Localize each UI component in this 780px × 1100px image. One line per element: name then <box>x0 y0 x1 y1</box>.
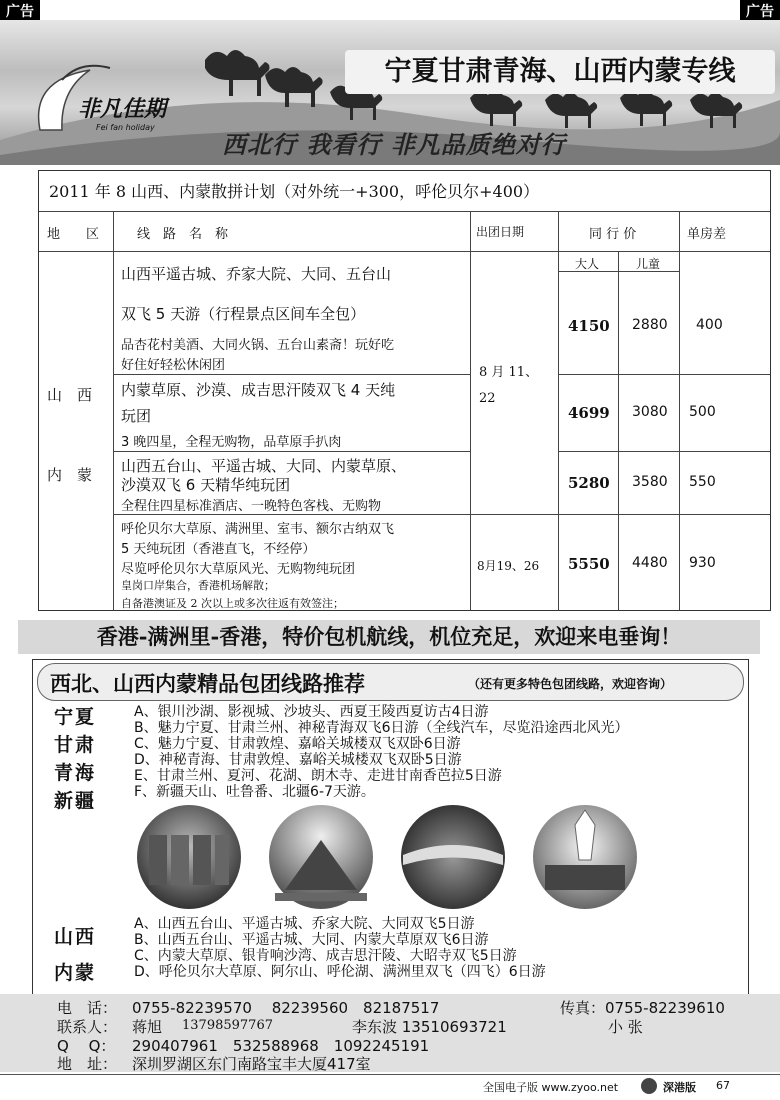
header-adult: 大人 <box>575 257 600 271</box>
footer-divider <box>0 1074 780 1075</box>
contact-person-1-phone: 13798597767 <box>182 1018 273 1033</box>
tour-plan-table <box>38 170 771 611</box>
price-2-single: 500 <box>689 404 716 420</box>
region-neimeng: 内 蒙 <box>47 466 93 484</box>
qq-label: Q Q： <box>57 1037 116 1055</box>
sx-route-b: B、山西五台山、平遥古城、大同、内蒙大草原双飞6日游 <box>134 932 489 948</box>
route-4-line2: 5 天纯玩团（香港直飞，不经停） <box>121 542 316 557</box>
qq-numbers: 290407961 532588968 1092245191 <box>132 1037 430 1055</box>
region-qinghai: 青海 <box>54 762 97 784</box>
nw-route-e: E、甘肃兰州、夏河、花湖、朗木寺、走进甘南香芭拉5日游 <box>134 768 502 784</box>
fax-number: 传真：0755-82239610 <box>560 999 725 1017</box>
header-region: 地 区 <box>47 227 100 242</box>
route-4-line3: 尽览呼伦贝尔大草原风光、无购物纯玩团 <box>121 562 356 577</box>
date-1a: 8 月 11、 <box>479 365 539 380</box>
banner-slogan: 西北行 我看行 非凡品质绝对行 <box>222 130 566 159</box>
price-3-adult: 5280 <box>568 474 610 492</box>
recommend-title-box <box>37 663 744 701</box>
logo-subtext: Fei fan holiday <box>96 123 155 132</box>
price-1-single: 400 <box>696 317 723 333</box>
route-2-line2: 玩团 <box>121 407 152 425</box>
route-4-line1: 呼伦贝尔大草原、满洲里、室韦、额尔古纳双飞 <box>121 522 395 537</box>
price-3-child: 3580 <box>632 474 668 490</box>
region-shanxi: 山 西 <box>47 386 93 404</box>
route-3-line3: 全程住四星标准酒店、一晚特色客栈、无购物 <box>121 499 382 514</box>
header-banner <box>0 20 780 165</box>
contact-person-1: 蒋旭 <box>132 1018 163 1036</box>
nw-route-a: A、银川沙湖、影视城、沙坡头、西夏王陵西夏访古4日游 <box>134 704 489 720</box>
sx-route-a: A、山西五台山、平遥古城、乔家大院、大同双飞5日游 <box>134 916 475 932</box>
grassland-lake-photo <box>401 805 505 909</box>
price-2-adult: 4699 <box>568 404 610 422</box>
header-child: 儿童 <box>636 257 661 271</box>
ad-label-left: 广告 <box>0 0 40 20</box>
contact-panel <box>0 994 780 1072</box>
route-2-line3: 3 晚四星，全程无购物，品草原手扒肉 <box>121 435 342 450</box>
contact-person-2: 李东波 13510693721 <box>352 1018 507 1036</box>
recommend-note: （还有更多特色包团线路，欢迎咨询） <box>468 677 673 691</box>
header-date: 出团日期 <box>476 225 525 239</box>
desert-pyramid-photo <box>269 805 373 909</box>
address-label: 地 址： <box>57 1055 118 1073</box>
date-1b: 22 <box>479 391 496 406</box>
table-title: 2011 年 8 山西、内蒙散拼计划（对外统一+300，呼伦贝尔+400） <box>49 182 540 201</box>
header-single: 单房差 <box>687 227 727 242</box>
phone-numbers: 0755-82239570 82239560 82187517 <box>132 999 440 1017</box>
page-number: 67 <box>716 1079 730 1092</box>
nw-route-d: D、神秘青海、甘肃敦煌、嘉峪关城楼双飞双卧5日游 <box>134 752 462 768</box>
sx-route-d: D、呼伦贝尔大草原、阿尔山、呼伦湖、满洲里双飞（四飞）6日游 <box>134 964 546 980</box>
region-gansu: 甘肃 <box>54 734 97 756</box>
region-neimeng-2: 内蒙 <box>54 962 97 984</box>
price-4-single: 930 <box>689 555 716 571</box>
price-1-adult: 4150 <box>568 317 610 335</box>
footer-region: 深港版 <box>663 1081 696 1094</box>
contact-person-label: 联系人： <box>57 1018 118 1036</box>
prayer-wheels-photo <box>137 805 241 909</box>
price-2-child: 3080 <box>632 404 668 420</box>
header-route: 线 路 名 称 <box>137 227 229 242</box>
ad-label-right: 广告 <box>740 0 780 20</box>
region-ningxia: 宁夏 <box>54 706 97 728</box>
site-logo-icon <box>641 1078 657 1094</box>
route-1-line2: 双飞 5 天游（行程景点区间车全包） <box>121 305 366 323</box>
route-4-line5: 自备港澳证及 2 次以上或多次往返有效签注； <box>121 597 344 610</box>
price-1-child: 2880 <box>632 317 668 333</box>
route-1-line4: 好住好轻松休闲团 <box>121 358 226 373</box>
route-3-line2: 沙漠双飞 6 天精华纯玩团 <box>121 476 291 494</box>
nw-route-f: F、新疆天山、吐鲁番、北疆6-7天游。 <box>134 784 375 800</box>
nw-route-b: B、魅力宁夏、甘肃兰州、神秘青海双飞6日游（全线汽车，尽览沿途西北风光） <box>134 720 629 736</box>
route-1-line3: 品杏花村美酒、大同火锅、五台山素斋！玩好吃 <box>121 338 395 353</box>
sx-route-c: C、内蒙大草原、银肯响沙湾、成吉思汗陵、大昭寺双飞5日游 <box>134 948 517 964</box>
footer-edition: 全国电子版 www.zyoo.net <box>483 1081 619 1094</box>
recommend-title: 西北、山西内蒙精品包团线路推荐 <box>50 672 365 696</box>
banner-title: 宁夏甘肃青海、山西内蒙专线 <box>345 50 775 94</box>
route-1-line1: 山西平遥古城、乔家大院、大同、五台山 <box>121 265 392 283</box>
charter-flight-banner: 香港-满洲里-香港，特价包机航线，机位充足，欢迎来电垂询！ <box>18 620 760 654</box>
nw-route-c: C、魅力宁夏、甘肃敦煌、嘉峪关城楼双飞双卧6日游 <box>134 736 461 752</box>
phone-label: 电 话： <box>57 999 118 1017</box>
route-2-line1: 内蒙草原、沙漠、成吉思汗陵双飞 4 天纯 <box>121 381 396 399</box>
address-text: 深圳罗湖区东门南路宝丰大厦417室 <box>132 1055 371 1073</box>
header-price: 同 行 价 <box>589 227 637 242</box>
contact-person-3: 小 张 <box>608 1018 643 1036</box>
destination-photos <box>135 805 655 910</box>
price-4-child: 4480 <box>632 555 668 571</box>
price-3-single: 550 <box>689 474 716 490</box>
price-4-adult: 5550 <box>568 555 610 573</box>
route-4-line4: 皇岗口岸集合，香港机场解散； <box>121 579 275 592</box>
region-xinjiang: 新疆 <box>54 790 97 812</box>
region-shanxi-2: 山西 <box>54 926 97 948</box>
temple-pagoda-photo <box>533 805 637 909</box>
date-2: 8月19、26 <box>477 559 540 573</box>
route-3-line1: 山西五台山、平遥古城、大同、内蒙草原、 <box>121 457 407 475</box>
logo-text: 非凡佳期 <box>78 96 167 122</box>
